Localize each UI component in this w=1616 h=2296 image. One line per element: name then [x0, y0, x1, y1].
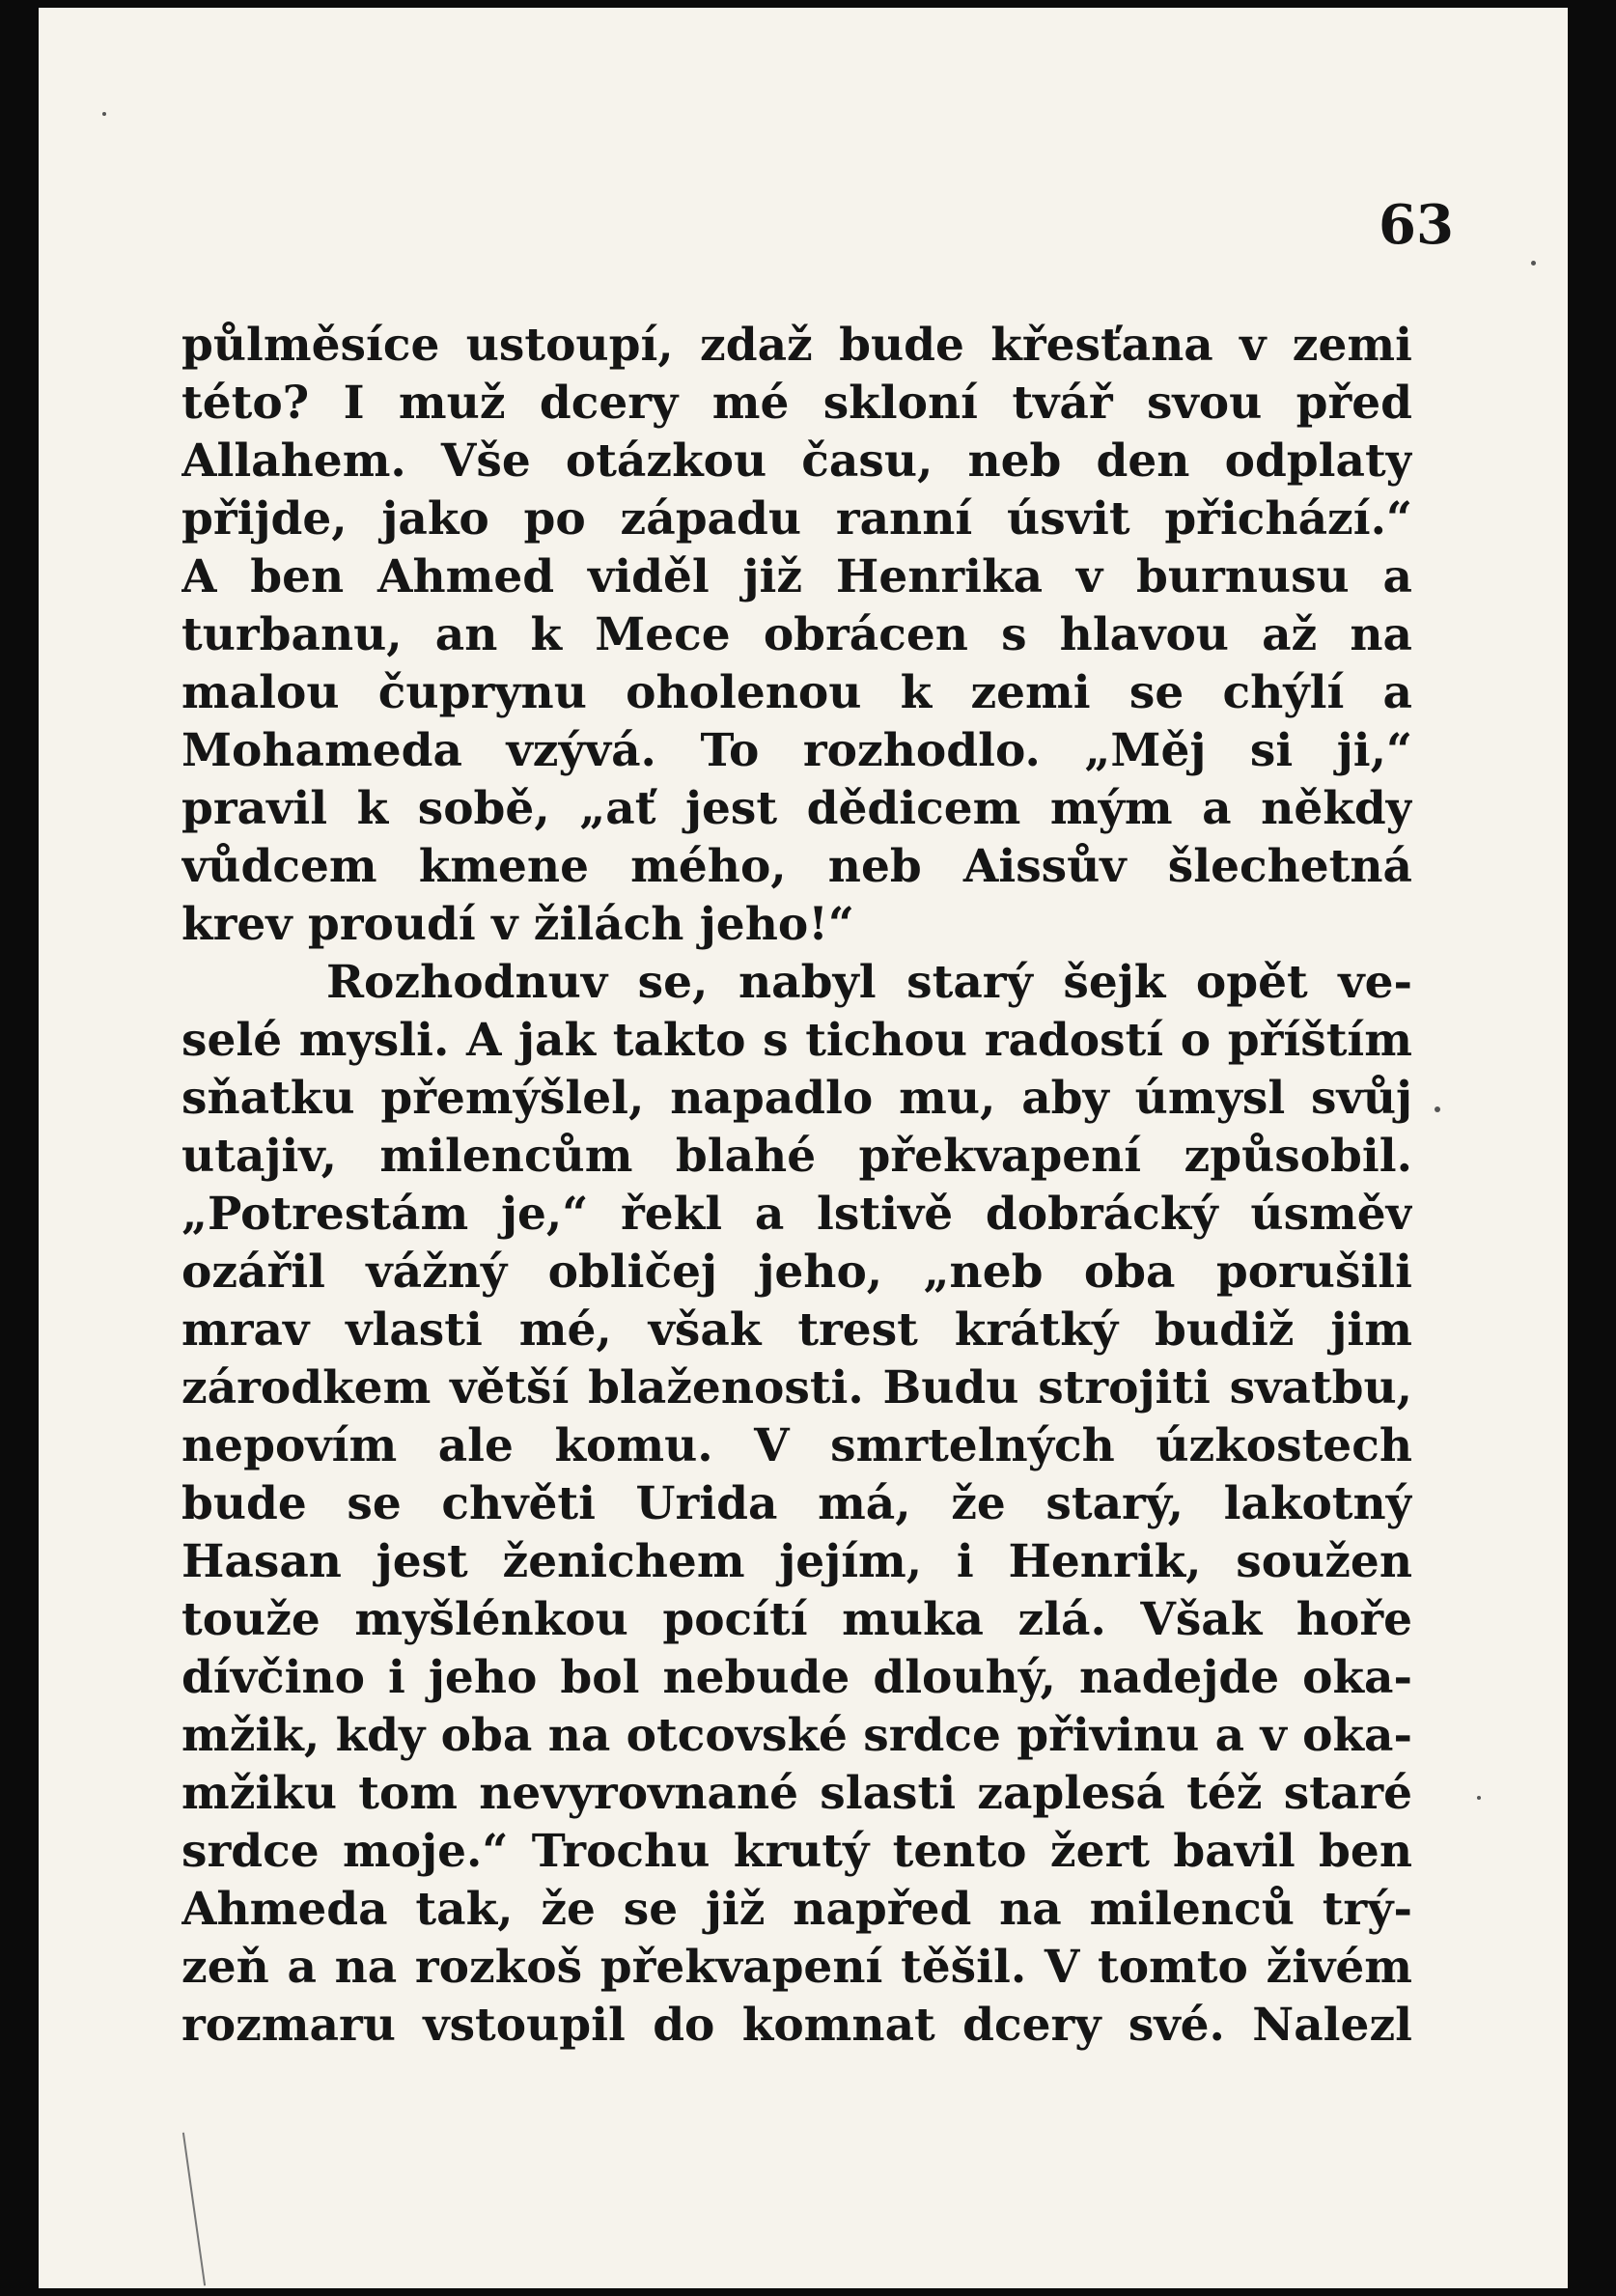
text-line: bude se chvěti Urida má, že starý, lakotný: [181, 1477, 1412, 1530]
text-line: turbanu, an k Mece obrácen s hlavou až na: [181, 608, 1412, 661]
dust-speck: [1531, 261, 1536, 266]
body-text: [181, 317, 1412, 2055]
text-line: mžik, kdy oba na otcovské srdce přivinu a v oka-: [181, 1709, 1412, 1762]
text-line: vůdcem kmene mého, neb Aissův šlechetná: [181, 840, 1412, 893]
text-line: přijde, jako po západu ranní úsvit přichází.“: [181, 492, 1412, 546]
text-line: Hasan jest ženichem jejím, i Henrik, soužen: [181, 1535, 1412, 1588]
text-line: zárodkem větší blaženosti. Budu strojiti svatbu,: [181, 1361, 1412, 1414]
text-line: nepovím ale komu. V smrtelných úzkostech: [181, 1419, 1412, 1472]
text-line: této? I muž dcery mé skloní tvář svou před: [181, 377, 1412, 430]
text-line: A ben Ahmed viděl již Henrika v burnusu a: [181, 550, 1412, 603]
text-line: „Potrestám je,“ řekl a lstivě dobrácký úsměv: [181, 1188, 1412, 1241]
text-line: dívčino i jeho bol nebude dlouhý, nadejde oka-: [181, 1651, 1412, 1704]
paper-scratch: [182, 2133, 206, 2286]
text-line: krev proudí v žilách jeho!“: [181, 898, 854, 951]
text-line: utajiv, milencům blahé překvapení způsobil.: [181, 1130, 1412, 1183]
text-line: Mohameda vzývá. To rozhodlo. „Měj si ji,“: [181, 724, 1412, 777]
text-line: malou čuprynu oholenou k zemi se chýlí a: [181, 666, 1412, 719]
text-line: Allahem. Vše otázkou času, neb den odplaty: [181, 434, 1412, 488]
dust-speck: [1435, 1106, 1440, 1112]
text-line: Ahmeda tak, že se již napřed na milenců trý-: [181, 1883, 1412, 1936]
text-line: touže myšlénkou pocítí muka zlá. Však hoře: [181, 1593, 1412, 1646]
text-line: zeň a na rozkoš překvapení těšil. V tomto živém: [181, 1941, 1412, 1994]
page-edge-shadow: [1568, 8, 1575, 2288]
text-line: srdce moje.“ Trochu krutý tento žert bavil ben: [181, 1825, 1412, 1878]
text-line: pravil k sobě, „ať jest dědicem mým a někdy: [181, 782, 1412, 835]
page-number: 63: [1379, 193, 1454, 257]
text-line: půlměsíce ustoupí, zdaž bude křesťana v zemi: [181, 319, 1412, 372]
text-line: mžiku tom nevyrovnané slasti zaplesá též staré: [181, 1767, 1412, 1820]
text-line: rozmaru vstoupil do komnat dcery své. Nalezl: [181, 1999, 1412, 2052]
text-line: sňatku přemýšlel, napadlo mu, aby úmysl svůj: [181, 1072, 1412, 1125]
dust-speck: [102, 112, 106, 116]
book-page: [39, 8, 1575, 2288]
text-line-paragraph-start: Rozhodnuv se, nabyl starý šejk opět ve-: [326, 956, 1412, 1009]
text-line: ozářil vážný obličej jeho, „neb oba porušili: [181, 1246, 1412, 1299]
text-line: mrav vlasti mé, však trest krátký budiž jim: [181, 1303, 1412, 1357]
text-line: selé mysli. A jak takto s tichou radostí o příštím: [181, 1014, 1412, 1067]
dust-speck: [1477, 1796, 1481, 1800]
